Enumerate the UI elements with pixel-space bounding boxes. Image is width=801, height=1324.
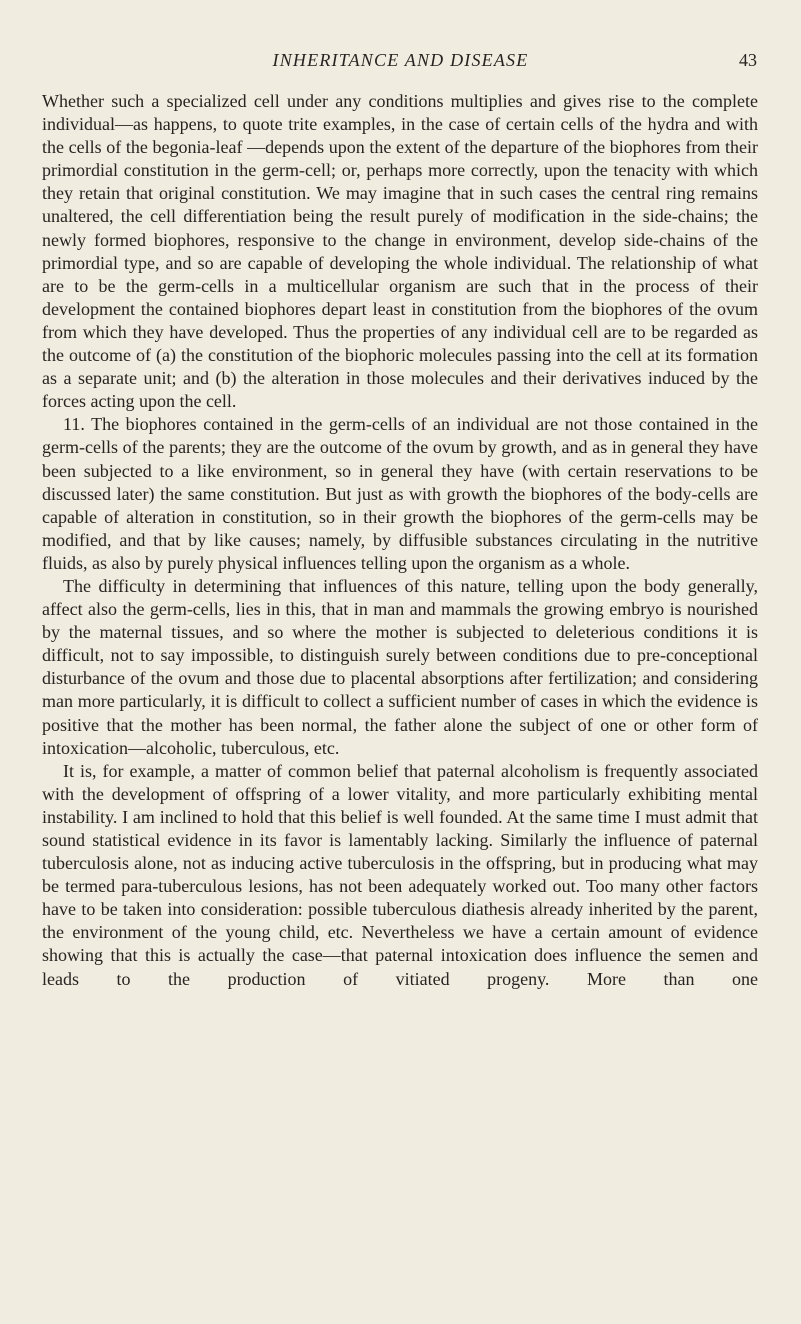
paragraph-paternal-alcoholism: It is, for example, a matter of common belief that paternal alcoholism is frequently associated with the development of offspring of a lower vitality, and more particularly exhibiting mental instability. I am inclined to hold that this belief is well founded. At the same time I must admit that sound statistical evidence in its favor is lamentably lacking. Similarly the influence of paternal tuberculosis alone, not as inducing active tuberculosis in the offspring, but in producing what may be termed para-tuberculous lesions, has not been adequately worked out. Too many other factors have to be taken into consideration: possible tuberculous diathesis already inherited by the parent, the environment of the young child, etc. Nevertheless we have a certain amount of evidence showing that this is actually the case—that paternal intoxication does influence the semen and leads to the production of vitiated progeny. More than one [42,760,758,989]
body-text [42,90,758,991]
running-title: INHERITANCE AND DISEASE [272,50,529,70]
page-header [0,50,801,80]
paragraph-specialized-cell: Whether such a specialized cell under any conditions multiplies and gives rise to the complete individual—as happens, to quote trite examples, in the case of certain cells of the hydra and with the cells of the begonia-leaf —depends upon the extent of the departure of the biophores from their primordial constitution in the germ-cell; or, perhaps more correctly, upon the tenacity with which they retain that original constitution. We may imagine that in such cases the central ring remains unaltered, the cell differentiation being the result purely of modification in the side-chains; the newly formed biophores, responsive to the change in environment, develop side-chains of the primordial type, and so are capable of developing the whole individual. The relationship of what are to be the germ-cells in a multicellular organism are such that in the process of their development the contained biophores depart least in constitution from the biophores of the ovum from which they have developed. Thus the properties of any individual cell are to be regarded as the outcome of (a) the constitution of the biophoric molecules passing into the cell at its formation as a separate unit; and (b) the alteration in those molecules and their derivatives induced by the forces acting upon the cell. [42,91,758,412]
paragraph-section-11: 11. The biophores contained in the germ-cells of an individual are not those contained in the germ-cells of the parents; they are the outcome of the ovum by growth, and as in general they have been subjected to a like environment, so in general they have (with certain reservations to be discussed later) the same constitution. But just as with growth the biophores of the body-cells are capable of alteration in constitution, so in their growth the biophores of the germ-cells may be modified, and that by like causes; namely, by diffusible substances circulating in the nutritive fluids, as also by purely physical influences telling upon the organism as a whole. [42,414,758,573]
paragraph-difficulty: The difficulty in determining that influences of this nature, telling upon the body generally, affect also the germ-cells, lies in this, that in man and mammals the growing embryo is nourished by the maternal tissues, and so where the mother is subjected to deleterious conditions it is difficult, not to say impossible, to distinguish surely between conditions due to pre-conceptional disturbance of the ovum and those due to placental absorptions after fertilization; and considering man more particularly, it is difficult to collect a sufficient number of cases in which the evidence is positive that the mother has been normal, the father alone the subject of one or other form of intoxication—alcoholic, tuberculous, etc. [42,575,758,758]
page-number: 43 [739,50,757,70]
